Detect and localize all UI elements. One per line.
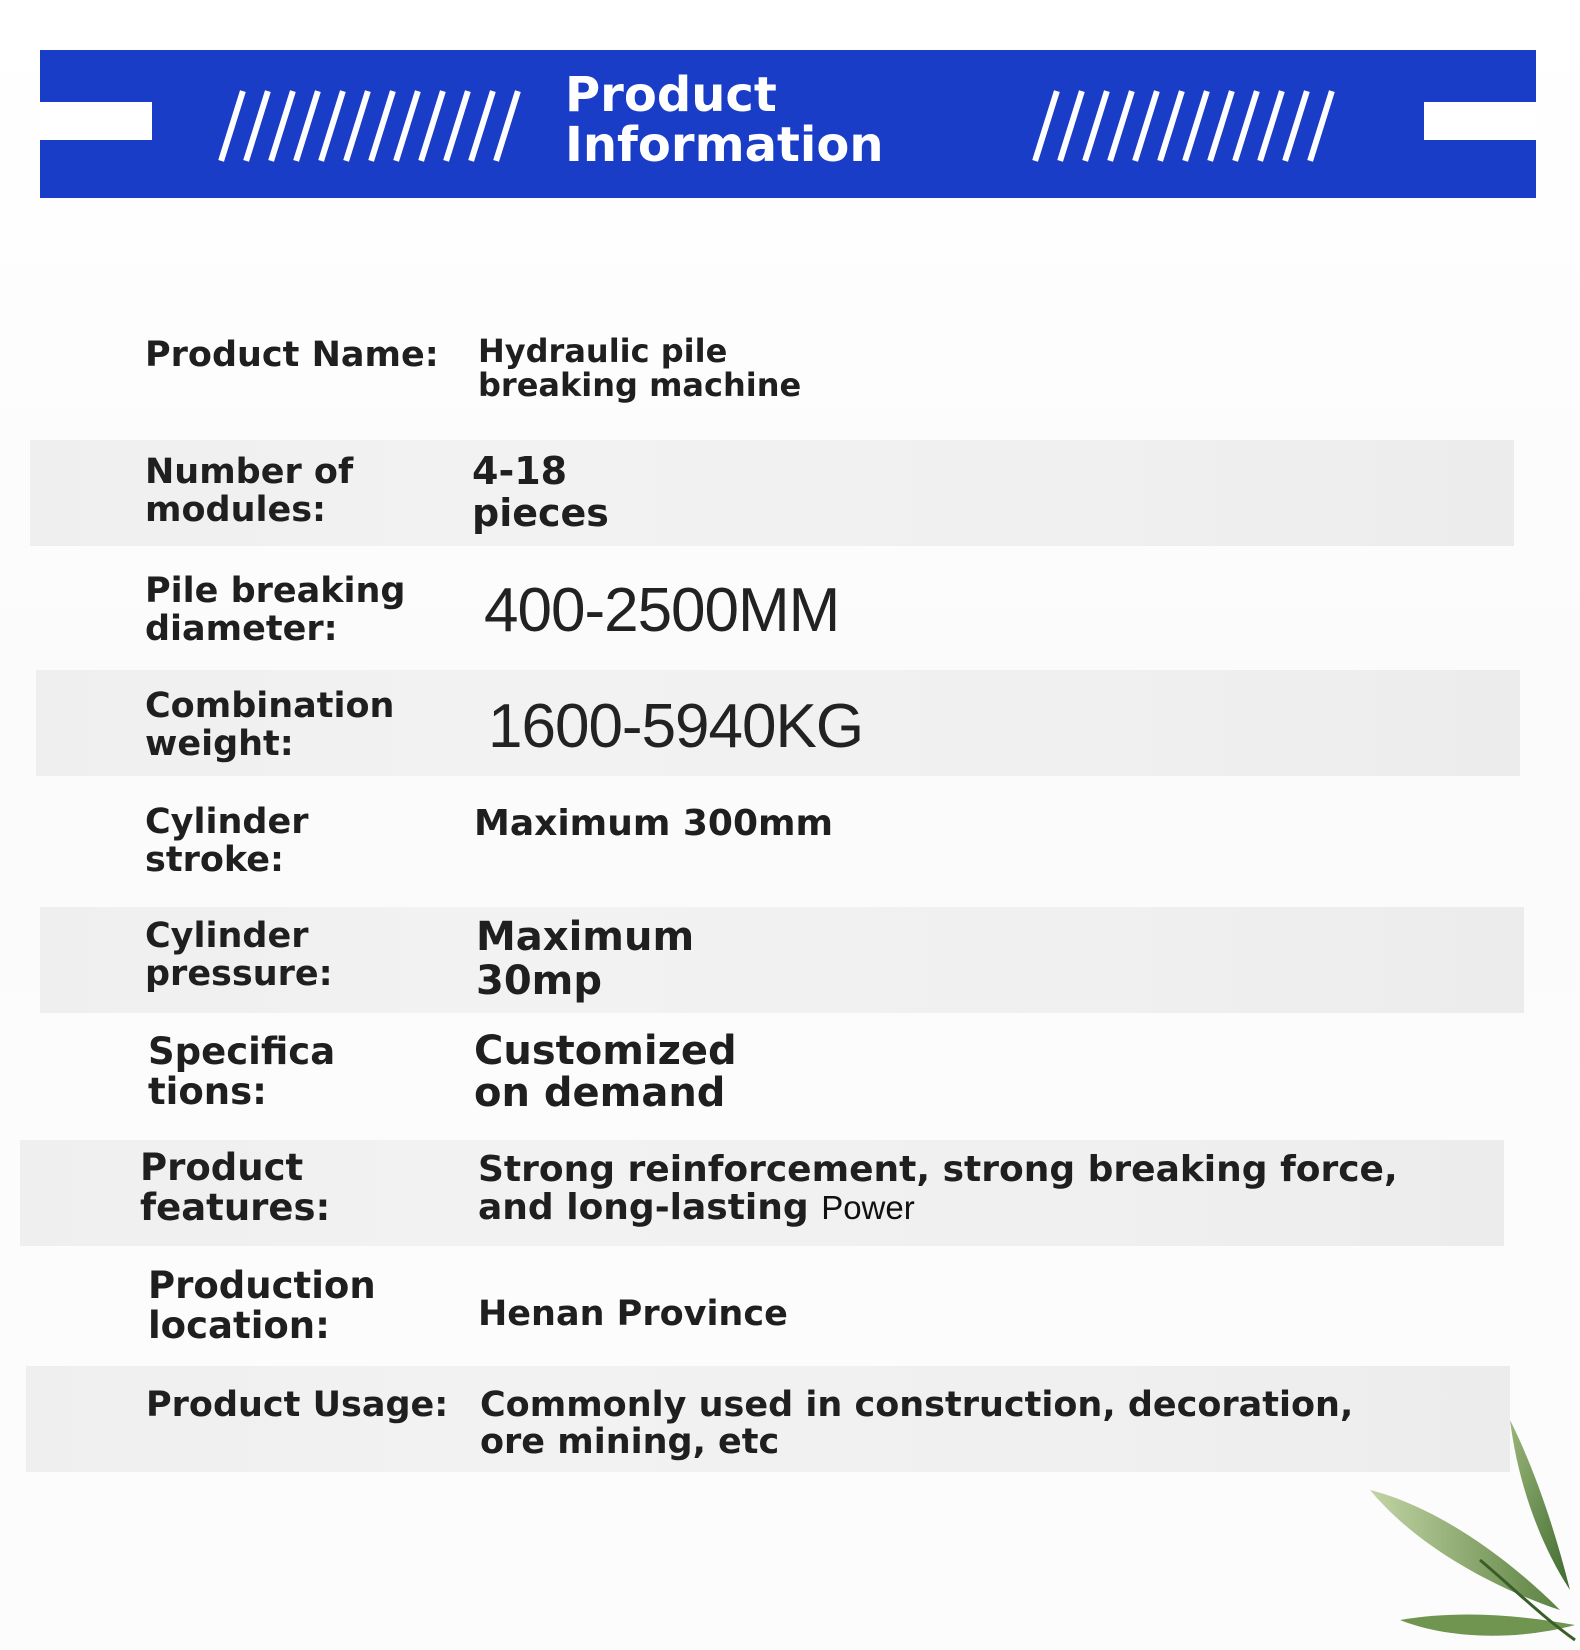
spec-label-cylinder-stroke: Cylinder stroke: xyxy=(145,802,309,880)
spec-value-product-features xyxy=(478,1151,1398,1227)
spec-value-product-features-text: Strong reinforcement, strong breaking force, and long-lasting xyxy=(478,1149,1398,1228)
leaf-decoration-icon xyxy=(1360,1410,1580,1650)
banner-title: Product Information xyxy=(565,67,884,173)
spec-label-pile-breaking-diameter: Pile breaking diameter: xyxy=(145,571,406,649)
banner-notch-left xyxy=(40,102,152,140)
spec-value-specifications: Customized on demand xyxy=(474,1028,737,1116)
header-banner xyxy=(40,50,1536,198)
spec-label-specifications: Specifica tions: xyxy=(148,1030,336,1113)
spec-label-production-location: Production location: xyxy=(148,1264,376,1347)
slash-decoration-right xyxy=(1028,86,1358,166)
spec-label-product-features: Product features: xyxy=(140,1146,331,1229)
spec-label-product-usage: Product Usage: xyxy=(146,1385,449,1425)
slash-decoration-left xyxy=(200,86,530,166)
spec-label-cylinder-pressure: Cylinder pressure: xyxy=(145,916,333,994)
spec-label-number-of-modules: Number of modules: xyxy=(145,452,354,530)
spec-label-combination-weight: Combination weight: xyxy=(145,686,395,764)
spec-value-cylinder-pressure: Maximum 30mp xyxy=(476,914,695,1004)
spec-value-product-features-power: Power xyxy=(821,1189,915,1226)
spec-value-combination-weight: 1600-5940KG xyxy=(488,692,864,761)
spec-value-cylinder-stroke: Maximum 300mm xyxy=(474,803,834,844)
spec-value-production-location: Henan Province xyxy=(478,1294,788,1334)
spec-value-product-name: Hydraulic pile breaking machine xyxy=(478,332,802,404)
spec-label-product-name: Product Name: xyxy=(145,335,439,375)
spec-value-number-of-modules: 4-18 pieces xyxy=(472,449,609,535)
banner-notch-right xyxy=(1424,102,1536,140)
spec-value-product-usage: Commonly used in construction, decoration, ore mining, etc xyxy=(480,1385,1354,1462)
spec-value-pile-breaking-diameter: 400-2500MM xyxy=(484,576,840,645)
